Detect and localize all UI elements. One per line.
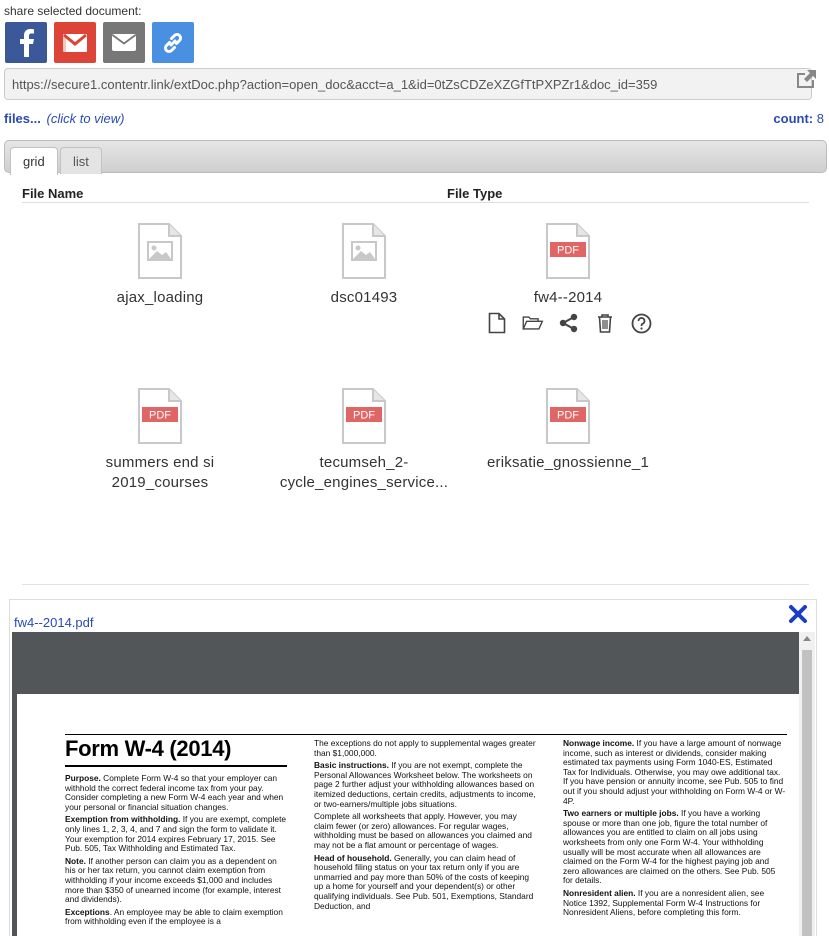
- doc-column-3: [563, 739, 787, 921]
- doc-paragraph: [314, 739, 538, 758]
- file-name: eriksatie_gnossienne_1: [486, 454, 649, 471]
- pdf-file-icon: [341, 387, 387, 445]
- page-top-rule: [65, 734, 787, 735]
- file-actions: [486, 312, 652, 334]
- share-url-field[interactable]: https://secure1.contentr.link/extDoc.php?action=open_doc&acct=a_1&id=0tZsCDZeXZGfTtPXPZr1&doc_id=359: [4, 68, 812, 100]
- count-label: count:: [773, 111, 814, 126]
- help-icon: [631, 313, 652, 334]
- share-label: share selected document:: [4, 4, 142, 18]
- facebook-icon: [15, 29, 37, 57]
- doc-paragraph-text: The exceptions do not apply to supplemental wages greater than $1,000,000.: [314, 738, 536, 758]
- folder-open-icon: [522, 313, 544, 333]
- pdf-scrollbar[interactable]: [799, 632, 815, 936]
- doc-paragraph-heading: Nonresident alien.: [563, 887, 636, 898]
- delete-file-button[interactable]: [594, 312, 616, 334]
- section-divider: [22, 584, 809, 585]
- file-name-line: tecumseh_2-: [319, 454, 409, 471]
- scroll-up-arrow[interactable]: [803, 636, 811, 641]
- facebook-share-button[interactable]: [5, 22, 47, 63]
- doc-paragraph-heading: Basic instructions.: [314, 760, 389, 771]
- doc-paragraph-heading: Two earners or multiple jobs.: [563, 808, 679, 819]
- trash-icon: [597, 313, 613, 333]
- doc-paragraph: [563, 889, 787, 918]
- image-file-icon: [137, 222, 183, 280]
- file-icon: [488, 312, 506, 334]
- header-divider: [22, 202, 809, 203]
- image-file-icon: [341, 222, 387, 280]
- doc-paragraph-text: If you are exempt, complete only lines 1, 2, 3, 4, and 7 and sign the form to validate it. Your exemption for 2014 expires February 17, 2015. See Pub. 505, Tax Withholding and Estimated Tax.: [65, 814, 287, 854]
- doc-paragraph-heading: Note.: [65, 855, 86, 866]
- files-hint[interactable]: (click to view): [46, 111, 125, 126]
- pdf-frame[interactable]: [12, 632, 815, 936]
- viewer-title: fw4--2014.pdf: [14, 615, 94, 630]
- file-count: [773, 111, 824, 126]
- doc-paragraph-text: Complete Form W-4 so that your employer can withhold the correct federal income tax from your pay. Consider completing a new Form W-4 each year and when your personal or financial situation changes.: [65, 773, 284, 812]
- file-name-line: cycle_engines_service...: [279, 474, 449, 491]
- doc-paragraph-text: If you are a nonresident alien, see Notice 1392, Supplemental Form W-4 Instructions for Nonresident Aliens, before completing this form.: [563, 887, 765, 918]
- doc-paragraph: [563, 809, 787, 886]
- doc-paragraph-text: If you have a working spouse or more than one job, figure the total number of allowances you are entitled to claim on all jobs using worksheets from only one Form W-4. Your withholding usually will be most accurate when all allowances are claimed on the Form W-4 for the highest paying job and zero allowances are claimed on the others. See Pub. 505 for details.: [563, 808, 776, 886]
- doc-paragraph-heading: Exemption from withholding.: [65, 814, 181, 825]
- doc-paragraph-heading: Head of household.: [314, 852, 392, 863]
- doc-paragraph-heading: Exceptions: [65, 906, 110, 917]
- tab-grid[interactable]: grid: [10, 147, 58, 175]
- file-item[interactable]: [473, 222, 663, 308]
- svg-text:PDF: PDF: [353, 409, 375, 422]
- file-name: [65, 453, 255, 493]
- doc-paragraph-text: If you are not exempt, complete the Personal Allowances Worksheet below. The worksheets on page 2 further adjust your withholding allowances based on itemized deductions, certain credits, adjustments to income, or two-earners/multiple jobs situations.: [314, 760, 536, 809]
- gmail-icon: [62, 33, 88, 53]
- file-name-line: summers end si: [105, 454, 215, 471]
- email-share-button[interactable]: [103, 22, 145, 63]
- title-rule: [65, 765, 287, 767]
- doc-paragraph-text: Complete all worksheets that apply. However, you may claim fewer (or zero) allowances. For regular wages, withholding must be based on allowances you claimed and may not be a flat amount or percentage of wages.: [314, 811, 532, 850]
- pdf-file-icon: [545, 222, 591, 280]
- view-tabs: [4, 140, 827, 173]
- svg-text:PDF: PDF: [557, 244, 579, 257]
- doc-paragraph: [314, 761, 538, 809]
- form-title: Form W-4 (2014): [65, 736, 232, 761]
- file-help-button[interactable]: [630, 312, 652, 334]
- doc-column-1: [65, 774, 287, 930]
- svg-text:PDF: PDF: [149, 409, 171, 422]
- share-file-button[interactable]: [558, 312, 580, 334]
- close-icon[interactable]: [788, 604, 808, 624]
- count-value: 8: [816, 111, 824, 126]
- pdf-file-icon: [545, 387, 591, 445]
- link-share-button[interactable]: [152, 22, 194, 63]
- doc-column-2: [314, 739, 538, 914]
- file-name-line: 2019_courses: [111, 474, 209, 491]
- files-row: [4, 111, 824, 126]
- doc-paragraph: [314, 812, 538, 850]
- column-header-file-type[interactable]: File Type: [447, 186, 503, 201]
- file-name: fw4--2014: [533, 289, 603, 306]
- open-folder-button[interactable]: [522, 312, 544, 334]
- doc-paragraph: [65, 774, 287, 812]
- file-item[interactable]: [269, 222, 459, 308]
- doc-paragraph: [65, 815, 287, 853]
- doc-paragraph: [65, 857, 287, 905]
- doc-paragraph-text: . An employee may be able to claim exemption from withholding even if the employee is a: [65, 906, 283, 927]
- svg-text:PDF: PDF: [557, 409, 579, 422]
- doc-paragraph-heading: Purpose.: [65, 773, 101, 783]
- file-item[interactable]: [65, 222, 255, 308]
- doc-paragraph-text: If another person can claim you as a dependent on his or her tax return, you cannot claim exemption from withholding if your income exceeds $1,000 and includes more than $350 of unearned income (for example, interest and dividends).: [65, 855, 282, 905]
- envelope-icon: [111, 33, 137, 52]
- share-icon: [559, 313, 579, 333]
- file-name: ajax_loading: [116, 289, 204, 306]
- doc-paragraph: [314, 854, 538, 912]
- doc-paragraph-text: Generally, you can claim head of household filing status on your tax return only if you are unmarried and pay more than 50% of the costs of keeping up a home for yourself and your dependent(s) or other qualifying individuals. See Pub. 501, Exemptions, Standard Deduction, and: [314, 852, 534, 911]
- pdf-page: [17, 694, 799, 936]
- doc-paragraph-text: If you have a large amount of nonwage income, such as interest or dividends, consider making estimated tax payments using Form 1040-ES, Estimated Tax for Individuals. Otherwise, you may owe additional tax. If you have pension or annuity income, see Pub. 505 to find out if you should adjust your withholding on Form W-4 or W-4P.: [563, 738, 786, 806]
- pdf-file-icon: [137, 387, 183, 445]
- link-icon: [161, 31, 185, 55]
- column-header-file-name[interactable]: File Name: [22, 186, 84, 201]
- document-viewer: [9, 599, 817, 936]
- doc-paragraph-heading: Nonwage income.: [563, 738, 635, 748]
- external-link-icon[interactable]: [794, 68, 818, 90]
- files-link[interactable]: files...: [4, 111, 41, 126]
- doc-paragraph: [65, 908, 287, 927]
- scroll-thumb[interactable]: [802, 650, 812, 936]
- gmail-share-button[interactable]: [54, 22, 96, 63]
- tab-list[interactable]: list: [60, 147, 102, 174]
- file-item[interactable]: [65, 387, 255, 493]
- file-name: dsc01493: [330, 289, 398, 306]
- share-buttons: [5, 22, 194, 63]
- file-item[interactable]: [473, 387, 663, 473]
- doc-paragraph: [563, 739, 787, 806]
- file-item[interactable]: [269, 387, 459, 493]
- view-file-button[interactable]: [486, 312, 508, 334]
- file-name: [269, 453, 459, 493]
